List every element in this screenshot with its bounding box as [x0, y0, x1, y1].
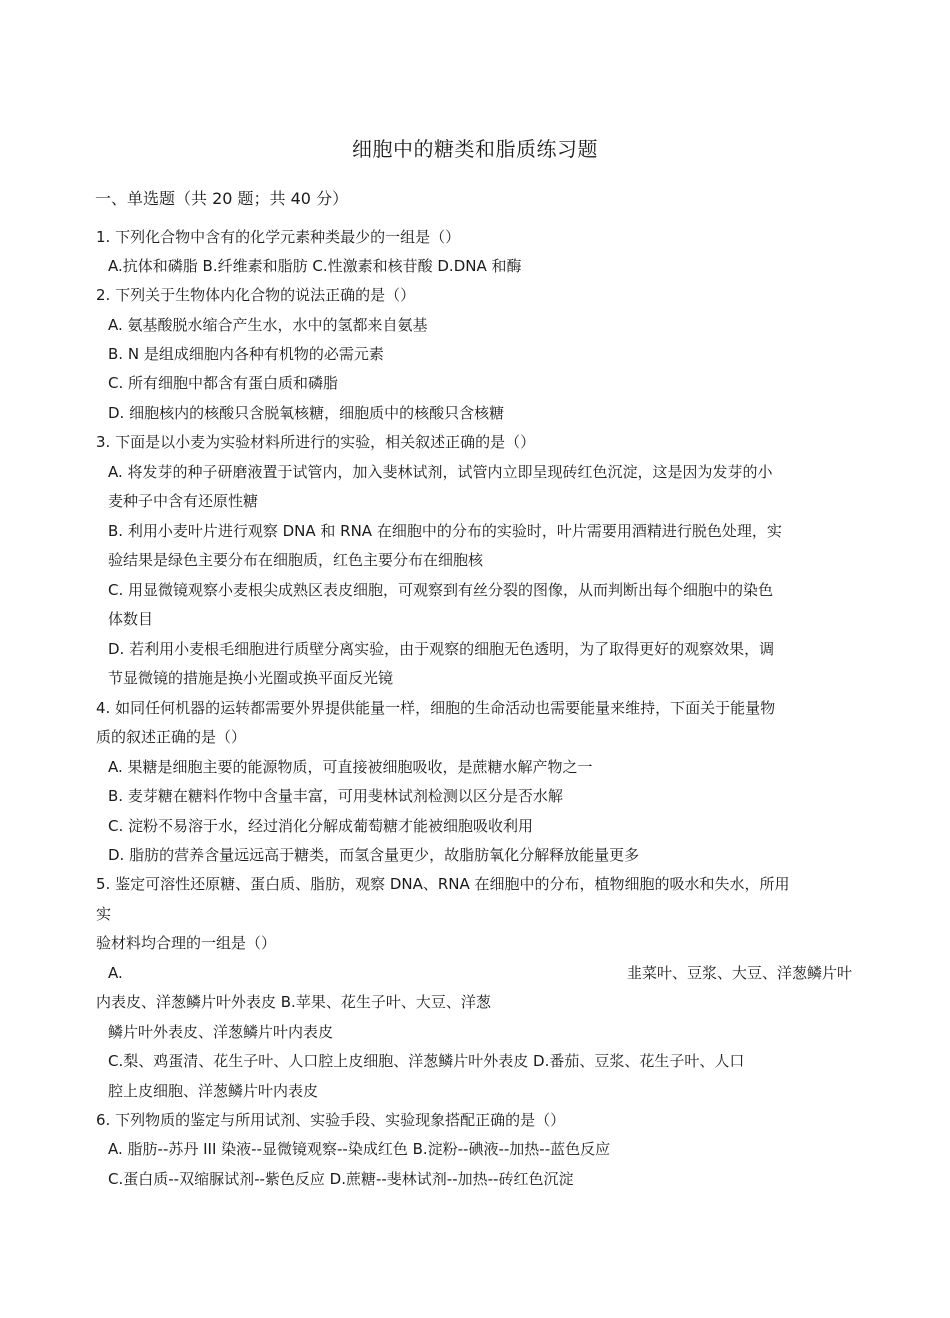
question-4-option-b: B. 麦芽糖在糖料作物中含量丰富，可用斐林试剂检测以区分是否水解 — [108, 787, 563, 805]
question-5-stem: 5. 鉴定可溶性还原糖、蛋白质、脂肪，观察 DNA、RNA 在细胞中的分布，植物细胞的吸水和失水，所用 — [96, 875, 790, 893]
question-3-option-a-cont: 麦种子中含有还原性糖 — [108, 492, 259, 510]
question-2-option-d: D. 细胞核内的核酸只含脱氧核糖，细胞质中的核酸只含核糖 — [108, 404, 505, 422]
question-6-stem: 6. 下列物质的鉴定与所用试剂、实验手段、实验现象搭配正确的是（） — [96, 1111, 566, 1129]
question-4-stem-cont: 质的叙述正确的是（） — [96, 728, 247, 746]
question-1-options: A.抗体和磷脂 B.纤维素和脂肪 C.性激素和核苷酸 D.DNA 和酶 — [108, 257, 522, 275]
question-5-options-line-3: C.梨、鸡蛋清、花生子叶、人口腔上皮细胞、洋葱鳞片叶外表皮 D.番茄、豆浆、花生子叶、人口 — [108, 1052, 745, 1070]
question-3-stem: 3. 下面是以小麦为实验材料所进行的实验，相关叙述正确的是（） — [96, 433, 536, 451]
question-3-option-b-cont: 验结果是绿色主要分布在细胞质，红色主要分布在细胞核 — [108, 551, 484, 569]
question-6-options-cd: C.蛋白质--双缩脲试剂--紫色反应 D.蔗糖--斐林试剂--加热--砖红色沉淀 — [108, 1170, 574, 1188]
question-3-option-c: C. 用显微镜观察小麦根尖成熟区表皮细胞，可观察到有丝分裂的图像，从而判断出每个细胞中的染色 — [108, 581, 774, 599]
question-6-options-ab: A. 脂肪--苏丹 III 染液--显微镜观察--染成红色 B.淀粉--碘液--加热--蓝色反应 — [108, 1140, 611, 1158]
question-5-option-a-text: 韭菜叶、豆浆、大豆、洋葱鳞片叶 — [626, 964, 852, 982]
question-4-option-a: A. 果糖是细胞主要的能源物质，可直接被细胞吸收，是蔗糖水解产物之一 — [108, 758, 593, 776]
question-3-option-b: B. 利用小麦叶片进行观察 DNA 和 RNA 在细胞中的分布的实验时，叶片需要用酒精进行脱色处理，实 — [108, 522, 782, 540]
question-3-option-d-cont: 节显微镜的措施是换小光圈或换平面反光镜 — [108, 669, 394, 687]
question-5-option-a-label: A. — [108, 964, 123, 982]
question-1-stem: 1. 下列化合物中含有的化学元素种类最少的一组是（） — [96, 228, 461, 246]
question-5-options-line-2: 鳞片叶外表皮、洋葱鳞片叶内表皮 — [108, 1023, 334, 1041]
question-4-stem: 4. 如同任何机器的运转都需要外界提供能量一样，细胞的生命活动也需要能量来维持，下面关于能量物 — [96, 699, 776, 717]
question-5-stem-cont-2: 验材料均合理的一组是（） — [96, 934, 277, 952]
section-heading: 一、单选题（共 20 题；共 40 分） — [95, 189, 349, 208]
question-2-option-c: C. 所有细胞中都含有蛋白质和磷脂 — [108, 374, 339, 392]
question-3-option-d: D. 若利用小麦根毛细胞进行质壁分离实验，由于观察的细胞无色透明，为了取得更好的观察效果，调 — [108, 640, 775, 658]
question-4-option-c: C. 淀粉不易溶于水，经过消化分解成葡萄糖才能被细胞吸收利用 — [108, 817, 534, 835]
question-5-options-line-1: 内表皮、洋葱鳞片叶外表皮 B.苹果、花生子叶、大豆、洋葱 — [96, 993, 491, 1011]
question-4-option-d: D. 脂肪的营养含量远远高于糖类，而氢含量更少，故脂肪氧化分解释放能量更多 — [108, 846, 640, 864]
question-5-stem-cont: 实 — [96, 905, 112, 923]
question-2-stem: 2. 下列关于生物体内化合物的说法正确的是（） — [96, 286, 416, 304]
question-2-option-a: A. 氨基酸脱水缩合产生水，水中的氢都来自氨基 — [108, 316, 428, 334]
question-5-options-line-4: 腔上皮细胞、洋葱鳞片叶内表皮 — [108, 1082, 319, 1100]
question-3-option-c-cont: 体数目 — [108, 610, 154, 628]
question-3-option-a: A. 将发芽的种子研磨液置于试管内，加入斐林试剂，试管内立即呈现砖红色沉淀，这是因为发芽的小 — [108, 463, 773, 481]
question-2-option-b: B. N 是组成细胞内各种有机物的必需元素 — [108, 345, 384, 363]
page-title: 细胞中的糖类和脂质练习题 — [352, 137, 598, 161]
